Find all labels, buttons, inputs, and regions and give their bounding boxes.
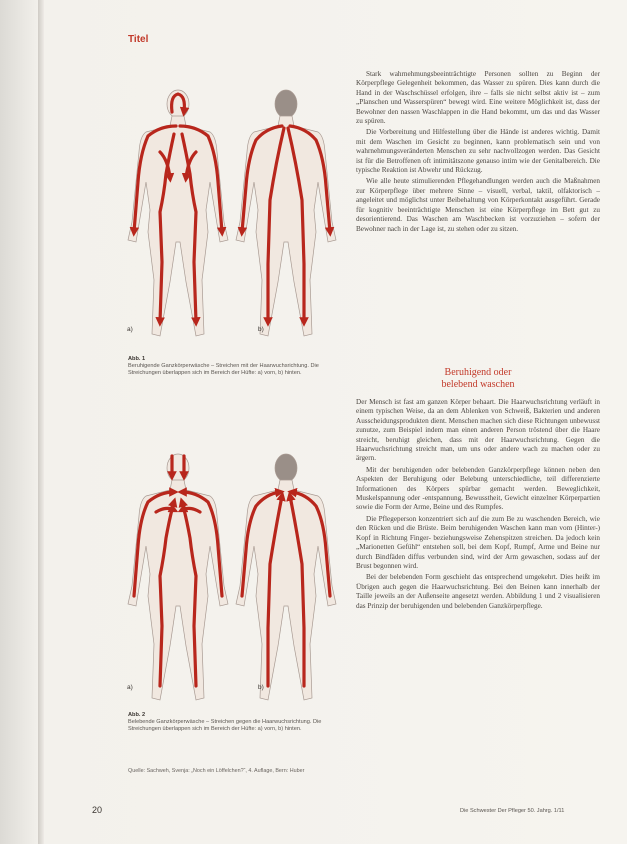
paragraph: Mit der beruhigenden oder belebenden Ganzkörperpflege können neben den Aspekten der Beruhigung oder Belebung unterschiedliche, teil differenzierte Informationen des Körpers spürbar gemacht werden. Beweglichkeit, Muskelspannung oder -entspannung, Bewusstheit, Gewicht einzelner Körperpartien sowie die Form der Arme, Beine und des Rumpfes. bbox=[356, 465, 600, 512]
figure-2-caption-text: Belebende Ganzkörperwäsche – Streichen gegen die Haarwuchsrichtung. Die Streichungen überlappen sich im Bereich der Hüfte: a) vorn, b) hinten. bbox=[128, 719, 322, 733]
subheading-line-2: belebend waschen bbox=[441, 379, 515, 390]
figure-1-caption bbox=[128, 356, 346, 378]
paragraph: Die Pflegeperson konzentriert sich auf die zum Be zu waschenden Bereich, wie den Rücken und die Brüste. Beim beruhigenden Waschen kann man vom (Hinter-) Kopf in Richtung Finger- beziehungsweise Zehenspitzen streichen. Da jedoch kein „Marionetten Gefühl“ entstehen soll, bei dem Kopf, Rumpf, Arme und Beine nur durch Bindfäden diffus verbunden sind, wird der Arm gewaschen, sodass auf der Brust begonnen wird. bbox=[356, 514, 600, 570]
front-body-figure-2 bbox=[128, 454, 228, 700]
back-body-figure-2 bbox=[236, 454, 336, 700]
figure-2-label-a: a) bbox=[127, 684, 133, 691]
back-body-figure-1 bbox=[236, 90, 336, 336]
front-body-figure-1 bbox=[128, 90, 228, 336]
page-spine bbox=[38, 0, 44, 844]
figure-2-label-b: b) bbox=[258, 684, 264, 691]
subheading-line-1: Beruhigend oder bbox=[444, 367, 512, 378]
section-title: Titel bbox=[128, 34, 149, 45]
image-source-note: Quelle: Sachweh, Svenja: „Noch ein Löffelchen?“, 4. Auflage, Bern: Huber bbox=[128, 768, 305, 774]
figure-1-caption-title: Abb. 1 bbox=[128, 356, 146, 362]
figure-1-label-b: b) bbox=[258, 326, 264, 333]
page-number: 20 bbox=[92, 805, 103, 815]
figure-2-illustration bbox=[120, 446, 340, 712]
subheading bbox=[356, 367, 600, 391]
paragraph: Die Vorbereitung und Hilfestellung über die Hände ist anderes wichtig. Damit mit dem Waschen im Gesicht zu beginnen, kann problematisch sein und von wahrnehmungsveränderten Menschen zu sehr nachvollzogen werden. Das Gesicht ist für die Betroffenen oft intimitätszone genauso intim wie der Genitalbereich. Die typische Reaktion ist Abwehr und Rückzug. bbox=[356, 128, 600, 175]
figure-2-caption-title: Abb. 2 bbox=[128, 712, 146, 718]
paragraph: Stark wahrnehmungsbeeinträchtigte Personen sollten zu Beginn der Körperpflege Gelegenheit bekommen, das Wasser zu spüren. Dies kann durch die Hand in der Waschschüssel erfolgen, ihre – falls sie nicht selbst aktiv ist – zum „Planschen und Wasserspüren“ bewegt wird. Eine weitere Möglichkeit ist, dass der Bewohner den nassen Waschlappen in die Hand bekommt, um das und das Wasser zu spüren. bbox=[356, 70, 600, 126]
journal-footer: Die Schwester Der Pfleger 50. Jahrg. 1/11 bbox=[460, 808, 565, 814]
figure-1-illustration bbox=[120, 82, 340, 348]
body-text-bottom bbox=[356, 398, 600, 613]
figure-1-caption-text: Beruhigende Ganzkörperwäsche – Streichen mit der Haarwuchsrichtung. Die Streichungen überlappen sich im Bereich der Hüfte: a) vorn, b) hinten. bbox=[128, 363, 319, 377]
figure-2-caption bbox=[128, 712, 346, 734]
body-text-top bbox=[356, 70, 600, 236]
paragraph: Bei der belebenden Form geschieht das entsprechend umgekehrt. Dies heißt im Übrigen auch gegen die Haarwuchsrichtung. Bei den Beinen kann innerhalb der Taille jeweils an der Außenseite angesetzt werden. Abbildung 1 und 2 visualisieren das Prinzip der beruhigenden und belebenden Ganzkörperpflege. bbox=[356, 573, 600, 610]
paragraph: Wie alle heute stimulierenden Pflegehandlungen werden auch die Maßnahmen zur Körperpflege über mehrere Sinne – visuell, verbal, taktil, olfaktorisch – angeleitet und möglichst unter Beibehaltung von Körperkontakt ausgeführt. Gerade für kognitiv beeinträchtigte Menschen ist eine Körperpflege im Bett gut zu desorientierend. Das Waschen am Waschbecken ist vorzuziehen – sofern der Bewohner nach in der Lage ist, zu stehen oder zu sitzen. bbox=[356, 177, 600, 233]
figure-1-label-a: a) bbox=[127, 326, 133, 333]
paragraph: Der Mensch ist fast am ganzen Körper behaart. Die Haarwuchsrichtung verläuft in einem typischen Weise, da an dem Ablenken von Schweiß, Bakterien und anderen Ausscheidungsprodukten dient. Menschen machen sich diese Richtungen unbewusst zunutze, zum Beispiel indem man einen anderen Person tröstend über die Haare streicht, beruhigt gleichen, dass mit der Haarwuchsrichtung. Gegen die Haarwuchsrichtung streicht man, um uns oder andere wach zu machen oder zu ärgern. bbox=[356, 398, 600, 463]
